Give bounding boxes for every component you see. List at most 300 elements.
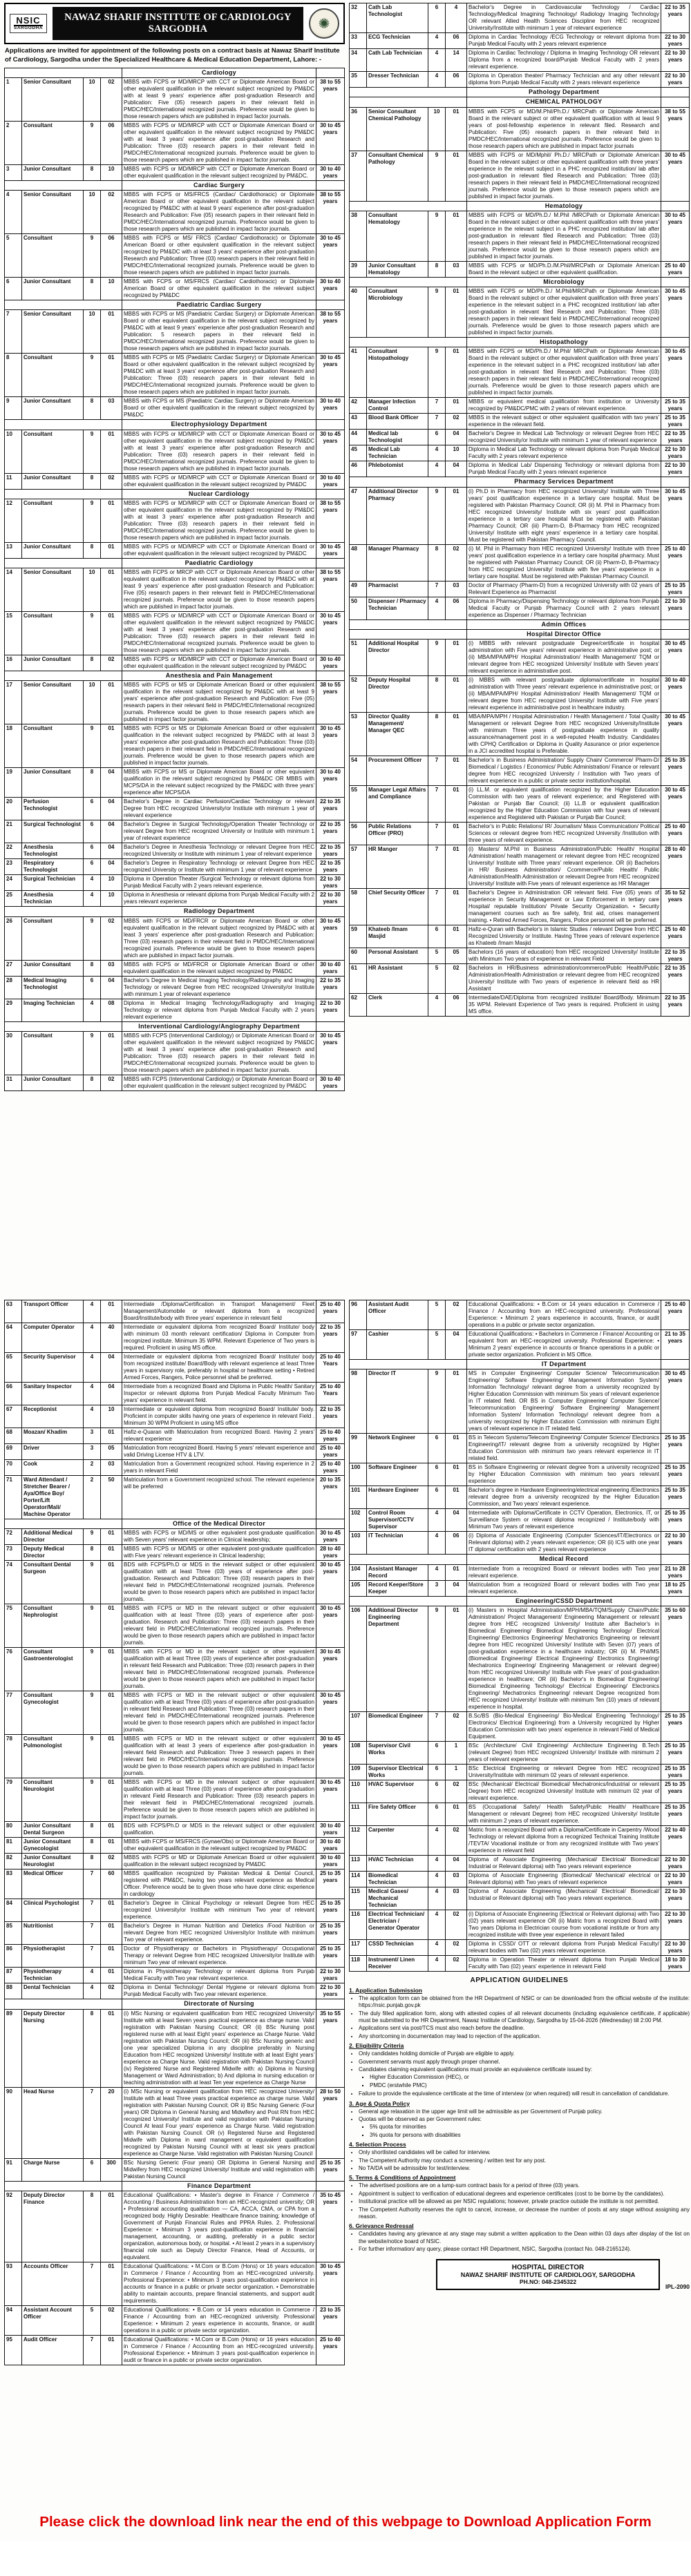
job-qualification: Bachelor's Degree in Cardiac Perfusion/Cardiac Technology or relevant Degree from HEC recognized University/or Institute with minimum 1 year of relevant experience	[122, 798, 316, 820]
job-pay-scale: 4	[428, 1887, 446, 1910]
guideline-list	[359, 2108, 690, 2140]
job-post-title: Receptionist	[22, 1405, 84, 1428]
job-row	[5, 1922, 345, 1945]
job-qualification: BSc Electrical Engineering or relevant Degree from HEC recognized University/Institute with minimum 02 years of relevant experience.	[467, 1764, 661, 1780]
job-post-count: 03	[446, 1871, 467, 1887]
job-serial-number: 11	[5, 473, 22, 489]
job-serial-number: 111	[350, 1803, 367, 1825]
job-serial-number: 93	[5, 2262, 22, 2305]
job-pay-scale: 9	[84, 612, 101, 655]
job-pay-scale: 7	[428, 581, 446, 597]
job-serial-number: 5	[5, 234, 22, 278]
job-age-limit: 22 to 35 years	[661, 430, 690, 445]
job-row	[5, 655, 345, 671]
job-serial-number: 83	[5, 1869, 22, 1899]
job-qualification: Diploma in Anesthesia or relevant diploma from Punjab Medical Faculty with 2 years relevant experience	[122, 891, 316, 907]
job-serial-number: 103	[350, 1532, 367, 1555]
job-row	[350, 1855, 690, 1871]
section-heading-row	[350, 477, 690, 487]
job-post-title: Chief Security Officer	[367, 889, 428, 925]
job-age-limit: 30 to 45 years	[316, 1691, 345, 1735]
job-pay-scale: 4	[428, 1564, 446, 1580]
job-post-title: Anesthesia Technologist	[22, 843, 84, 859]
job-age-limit: 35 to 60 years	[661, 1606, 690, 1711]
job-serial-number: 37	[350, 151, 367, 201]
job-pay-scale: 7	[428, 756, 446, 786]
section-heading: IT Department	[467, 1360, 661, 1369]
job-pay-scale: 5	[428, 1300, 446, 1330]
job-row	[350, 994, 690, 1017]
section-spacer	[5, 180, 122, 190]
job-age-limit: 25 to 40 years	[316, 1300, 345, 1323]
job-serial-number: 97	[350, 1330, 367, 1360]
job-post-count: 01	[101, 310, 122, 354]
job-age-limit: 25 to 40 Years	[316, 1383, 345, 1405]
job-age-limit: 30 to 40 years	[316, 1854, 345, 1869]
job-post-title: Junior Consultant	[22, 542, 84, 558]
job-age-limit: 28 to 40 years	[316, 1545, 345, 1561]
job-qualification: MBBS with FCPS or MD/MRCP with CCT or Diplomate American Board or other equivalent qualification in the relevant subject recognized by PM&DC	[122, 655, 316, 671]
job-pay-scale: 4	[428, 994, 446, 1017]
job-qualification: Doctor of Physiotherapy or Bachelors in Physiotherapy/ Occupational Therapy or relevant Degree from HEC recognized University/or Institute with minimum Two year of relevant experience.	[122, 1945, 316, 1968]
job-pay-scale: 10	[84, 77, 101, 121]
job-post-count: 01	[101, 1545, 122, 1561]
job-pay-scale: 6	[84, 843, 101, 859]
job-qualification: Intermediate from a recognized Board or relevant bodies with Two year relevant experience.	[467, 1564, 661, 1580]
job-serial-number: 75	[5, 1604, 22, 1648]
section-heading: Directorate of Nursing	[122, 1999, 316, 2009]
job-pay-scale: 8	[84, 960, 101, 976]
job-post-count: 40	[101, 1323, 122, 1353]
job-post-count: 01	[101, 1561, 122, 1604]
job-post-title: Security Supervisor	[22, 1353, 84, 1383]
section-heading-row	[350, 277, 690, 287]
job-serial-number: 42	[350, 398, 367, 414]
job-post-title: Blood Bank Officer	[367, 414, 428, 430]
section-spacer	[350, 277, 467, 287]
job-pay-scale: 9	[84, 1604, 101, 1648]
job-post-title: Head Nurse	[22, 2087, 84, 2158]
job-qualification: MBBS with FCPS or MS (Paediatric Cardiac Surgery) or Diplomate American Board or other equivalent qualification in the relevant subject recognized by PM&DC	[122, 397, 316, 420]
section-spacer	[350, 477, 467, 487]
guideline-item: • Appointment is subject to verification of educational degrees and experience certificates (cost to be borne by the candidates).	[359, 2191, 690, 2198]
section-heading-row	[5, 2181, 345, 2191]
job-pay-scale: 7	[428, 889, 446, 925]
job-serial-number: 102	[350, 1509, 367, 1532]
job-post-title: Record Keeper/Store Keeper	[367, 1580, 428, 1596]
job-serial-number: 99	[350, 1434, 367, 1463]
job-post-title: Medical Gases/ Mechanical Technician	[367, 1887, 428, 1910]
section-heading-row	[5, 907, 345, 916]
job-pay-scale: 7	[428, 823, 446, 845]
section-spacer	[316, 1999, 345, 2009]
job-qualification: MBBS with FCPS or MD in the relevant subject or other equivalent qualification with at least Three (03) years of experience after post-graduation in relevant Field Research and Publication: Three (03) research papers in their relevant field in PMDC/HEC/International recognized journals. Preference would be given to those research papers which are published in impact factor journals.	[122, 1778, 316, 1822]
job-row	[5, 2305, 345, 2335]
job-qualification: MBBS with FCPS or MD/MRCP with CCT or Diplomate American Board or other equivalent qualification in the relevant subject recognized by PM&DC with at least 3 years' experience after post-graduation Research and Publication: Three (03) research papers in their relevant field in PMDC/HEC/International recognized journals. Preference would be given to those research papers which are published in impact factor journals.	[122, 121, 316, 164]
job-post-count: 06	[446, 1532, 467, 1555]
job-post-count: 02	[101, 77, 122, 121]
job-row	[350, 1825, 690, 1855]
job-post-title: Surgical Technologist	[22, 820, 84, 843]
job-age-limit: 30 to 45 years	[661, 786, 690, 823]
job-serial-number: 76	[5, 1648, 22, 1691]
job-row	[5, 1869, 345, 1899]
job-row	[350, 597, 690, 619]
section-heading: Hospital Director Office	[467, 629, 661, 639]
job-qualification: MBBS with FCPS or MD/Ph.D./ M.Phil/MRCPath or Diplomate American Board in the relevant subject or other equivalent qualification with three years' experience in the relevant subject in a PHC recognized institution/ lab after post-graduation in relevant filed Research and Publication: Three (03) research papers in their relevant field in PMDC/HEC/International recognized journals. Preference would be given to those research papers which are published in impact factor journals.	[467, 287, 661, 338]
section-spacer	[316, 489, 345, 499]
job-pay-scale: 4	[84, 999, 101, 1021]
job-row	[5, 681, 345, 724]
job-post-count: 02	[101, 191, 122, 234]
job-post-count: 04	[101, 1353, 122, 1383]
section-heading-row	[350, 1555, 690, 1564]
job-age-limit: 22 to 30 years	[316, 891, 345, 907]
job-row	[5, 1778, 345, 1822]
job-row	[5, 820, 345, 843]
job-age-limit: 25 to 40 years	[661, 925, 690, 948]
guideline-item: • General age relaxation in the upper age limit will be admissible as per Government of Punjab policy.	[359, 2108, 690, 2115]
job-serial-number: 86	[5, 1945, 22, 1968]
job-age-limit: 22 to 35 years	[316, 859, 345, 875]
job-serial-number: 104	[350, 1564, 367, 1580]
section-spacer	[350, 338, 467, 347]
job-post-title: Director Quality Management/ Manager QEC	[367, 713, 428, 756]
job-post-title: Supervisor Electrical Works	[367, 1764, 428, 1780]
job-post-count: 01	[101, 2009, 122, 2087]
guideline-section-heading: 1. Application Submission	[349, 1986, 422, 1994]
job-serial-number: 28	[5, 976, 22, 999]
section-spacer	[350, 1596, 467, 1606]
job-row	[350, 640, 690, 676]
guideline-list	[359, 2050, 690, 2097]
guideline-list	[359, 2149, 690, 2172]
job-post-title: Consultant Hematology	[367, 211, 428, 261]
job-post-count: 01	[101, 724, 122, 768]
job-post-count: 02	[446, 1780, 467, 1803]
job-pay-scale: 8	[84, 655, 101, 671]
job-row	[350, 948, 690, 964]
job-post-title: Junior Consultant	[22, 1075, 84, 1090]
job-qualification: Bachelor's Degree in Medical Imaging Technology/Radiography and Imaging Technology or relevant Degree from HEC recognized University/or Institute with minimum 1 year of relevant experience	[122, 976, 316, 999]
job-age-limit: 25 to 40 years	[661, 544, 690, 581]
job-age-limit: 22 to 30 years	[661, 49, 690, 72]
job-row	[5, 473, 345, 489]
job-post-title: Procurement Officer	[367, 756, 428, 786]
job-serial-number: 98	[350, 1369, 367, 1434]
job-serial-number: 58	[350, 889, 367, 925]
signature-box	[436, 2259, 660, 2290]
job-qualification: Educational Qualifications: • B.Com or 14 years education in Commerce / Finance / Accounting from an HEC-recognized university. Professional Experience: • Minimum 2 years experience in accounts, finance, or audit operations in a public or private sector organization.	[467, 1300, 661, 1330]
job-post-title: Director IT	[367, 1369, 428, 1434]
job-post-title: Consultant Gastroenterologist	[22, 1648, 84, 1691]
job-serial-number: 26	[5, 916, 22, 960]
job-pay-scale: 4	[428, 1955, 446, 1971]
job-post-count: 04	[446, 1509, 467, 1532]
masthead	[4, 3, 345, 44]
nsic-logo-text: NSIC	[14, 16, 43, 27]
job-age-limit: 35 to 55 years	[316, 2009, 345, 2087]
job-age-limit: 38 to 55 years	[316, 499, 345, 542]
guideline-item: • Only candidates holding domicile of Punjab are eligible to apply.	[359, 2050, 690, 2057]
guideline-list	[359, 2182, 690, 2220]
job-qualification: Hafiz-e-Quran with Bachelor's in Islamic Studies / relevant Degree from HEC Recognized University or Institute. Having Three years of relevant experience as Khateeb /Imam Masjid	[467, 925, 661, 948]
job-pay-scale: 9	[84, 430, 101, 473]
section-heading: Histopathology	[467, 338, 661, 347]
job-post-title: Senior Consultant Chemical Pathology	[367, 107, 428, 151]
job-serial-number: 65	[5, 1353, 22, 1383]
job-post-count: 06	[446, 994, 467, 1017]
guideline-item: • Failure to provide the equivalence certificate at the time of interview (or when required) will result in cancellation of candidature.	[359, 2090, 690, 2097]
job-post-title: Physiotherapist	[22, 1945, 84, 1968]
job-post-title: Junior Consultant	[22, 397, 84, 420]
job-post-count: 01	[101, 1428, 122, 1444]
job-pay-scale: 4	[84, 1353, 101, 1383]
job-post-title: Sanitary Inspector	[22, 1383, 84, 1405]
job-age-limit: 25 to 35 years	[661, 1434, 690, 1463]
job-serial-number: 20	[5, 798, 22, 820]
job-serial-number: 72	[5, 1529, 22, 1545]
jobs-table-upper-right	[349, 3, 690, 1017]
job-post-count: 50	[101, 1476, 122, 1519]
job-serial-number: 43	[350, 414, 367, 430]
job-post-title: Dental Technician	[22, 1983, 84, 1999]
job-pay-scale: 4	[428, 445, 446, 461]
job-post-count: 01	[446, 1606, 467, 1711]
lower-right-column	[349, 1300, 690, 2290]
job-serial-number: 44	[350, 430, 367, 445]
job-post-count: 01	[446, 1803, 467, 1825]
job-pay-scale: 9	[428, 211, 446, 261]
job-pay-scale: 7	[84, 2262, 101, 2305]
job-pay-scale: 4	[428, 33, 446, 49]
job-serial-number: 49	[350, 581, 367, 597]
upper-left-column	[4, 3, 345, 1091]
job-post-count: 03	[446, 1887, 467, 1910]
job-post-title: Senior Consultant	[22, 310, 84, 354]
job-serial-number: 55	[350, 786, 367, 823]
job-age-limit: 30 to 45 years	[661, 487, 690, 544]
job-post-title: Consultant	[22, 234, 84, 278]
job-pay-scale: 4	[428, 1939, 446, 1955]
section-spacer	[661, 477, 690, 487]
job-post-count: 4	[446, 3, 467, 33]
job-post-count: 04	[446, 1855, 467, 1871]
job-pay-scale: 4	[428, 1855, 446, 1871]
download-form-link-text[interactable]: Please click the download link near the end of this webpage to Download Application Form	[39, 2514, 652, 2530]
job-post-title: Medical Imaging Technologist	[22, 976, 84, 999]
job-post-count: 1	[446, 1764, 467, 1780]
job-post-title: Pharmacist	[367, 581, 428, 597]
job-post-title: Senior Consultant	[22, 191, 84, 234]
job-qualification: MBBS with FCPS or MS (Paediatric Cardiac Surgery) or Diplomate American Board or other equivalent qualification in the relevant subject recognized by PM&DC with at least 3 years' experience after post-graduation Research and Publication: Three (03) research papers in their relevant field in PMDC/HEC/International recognized journals. Preference would be given to those research papers which are published in impact factor journals.	[122, 354, 316, 397]
job-row	[5, 1383, 345, 1405]
section-spacer	[5, 489, 122, 499]
job-age-limit: 22 to 35 years	[316, 798, 345, 820]
job-age-limit: 22 to 30 years	[661, 72, 690, 88]
job-age-limit: 25 to 35 years	[316, 1899, 345, 1922]
job-post-title: Consultant Neurologist	[22, 1778, 84, 1822]
job-post-title: Junior Consultant Neurologist	[22, 1854, 84, 1869]
job-serial-number: 8	[5, 354, 22, 397]
section-heading-row	[5, 1021, 345, 1031]
job-post-title: Cook	[22, 1460, 84, 1476]
job-row	[5, 1822, 345, 1838]
job-serial-number: 17	[5, 681, 22, 724]
job-qualification: MBBS with FCPS or MD/Ph.D./ M.Phil/ MRCPath or Diplomate American Board in the relevant subject or other equivalent qualification with three years' experience in the relevant subject in a PHC recognized institution/ lab after post-graduation in relevant filed Research and Publication: Three (03) research papers in their relevant field in PMDC/HEC/International recognized journals. Preference would be given to those research papers which are published in impact factor journals.	[467, 347, 661, 398]
job-serial-number: 110	[350, 1780, 367, 1803]
signoff-row	[349, 2259, 690, 2290]
job-age-limit: 18 to 30 years	[661, 1955, 690, 1971]
job-row	[5, 1460, 345, 1476]
job-post-title: Consultant	[22, 430, 84, 473]
job-post-title: Senior Consultant	[22, 77, 84, 121]
job-qualification: (i) M. Phil in Pharmacy from HEC recognized University/ Institute with three years' post qualification experience in a tertiary care hospital pharmacy. Must be registered with Pakistan Pharmacy Council; OR (ii) Pharm-D, B-Pharmacy from HEC recognized University/ Institute with five years' experience in a tertiary care hospital. Must be registered with Pakistan Pharmacy Council.	[467, 544, 661, 581]
section-heading-row	[5, 420, 345, 430]
job-pay-scale: 4	[84, 1383, 101, 1405]
job-row	[350, 487, 690, 544]
job-qualification: BSc (Mechanical/ Electrical/ Biomedical/ Mechatronics/Industrial or relevant Degree) from HEC recognized University/ Institute with minimum 02 year of relevant experience.	[467, 1780, 661, 1803]
section-spacer	[350, 201, 467, 211]
guideline-item: • The duly filled application form, along with attested copies of all relevant documents (including equivalence certificate, if applicable) must be submitted to the HR Department, Nawaz Institute of Cardiology, Sargodha by 15-04-2026 (Wednesday) till 2:00 PM.	[359, 2010, 690, 2025]
guideline-subitem: ▪ 3% quota for persons with disabilities	[370, 2132, 690, 2139]
job-row	[350, 1887, 690, 1910]
job-post-count: 01	[101, 542, 122, 558]
job-age-limit: 30 to 45 years	[316, 1561, 345, 1604]
job-row	[350, 430, 690, 445]
job-post-title: Charge Nurse	[22, 2158, 84, 2181]
job-qualification: (i) MBBS with relevant postgraduate Degree/certificate in hospital administration with Five years' relevant experience in administrative post; or (ii) MBA/MPA/MPH/ Hospital Administration/ Health Management/ TQM or relevant degree from HEC recognized University/ Institute with Seven years' relevant experience in administrative post.	[467, 640, 661, 676]
job-qualification: Intermediate or equivalent diploma from recognized Board/ Institute/ body from recognized institute/ Board/Body with relevant experience at least Three years in supervisory role, preferably in hospital or healthcare setting • Retired Armed Forces, Rangers, Police personnel shall be preferred.	[122, 1353, 316, 1383]
job-serial-number: 36	[350, 107, 367, 151]
job-post-title: HVAC Technician	[367, 1855, 428, 1871]
section-heading: Electrophysiology Department	[122, 420, 316, 430]
job-age-limit: 25 to 35 years	[661, 756, 690, 786]
job-post-count: 02	[446, 1955, 467, 1971]
section-heading: Engineering/CSSD Department	[467, 1596, 661, 1606]
job-post-title: Deputy Medical Director	[22, 1545, 84, 1561]
job-serial-number: 10	[5, 430, 22, 473]
job-age-limit: 22 to 30 years	[661, 1910, 690, 1939]
job-row	[5, 568, 345, 612]
job-post-title: Medical Lab Technician	[367, 445, 428, 461]
job-qualification: MBBS with FCPS or MD/FRCR or Diplomate American Board or other equivalent qualification in the relevant subject recognized by PM&DC	[122, 960, 316, 976]
job-serial-number: 68	[5, 1428, 22, 1444]
job-serial-number: 95	[5, 2335, 22, 2365]
job-serial-number: 105	[350, 1580, 367, 1596]
job-serial-number: 46	[350, 461, 367, 477]
job-post-count: 300	[101, 2158, 122, 2181]
job-post-count: 01	[446, 756, 467, 786]
job-post-count: 01	[446, 211, 467, 261]
job-age-limit: 30 to 45 years	[661, 640, 690, 676]
job-qualification: Bachelor's Degree in Medical Lab Technology or relevant Degree from HEC recognized University/or Institute with minimum 1 year of relevant experience	[467, 430, 661, 445]
job-serial-number: 67	[5, 1405, 22, 1428]
job-post-count: 01	[101, 568, 122, 612]
job-row	[350, 1871, 690, 1887]
job-serial-number: 57	[350, 845, 367, 889]
job-row	[350, 72, 690, 88]
section-heading-row	[5, 180, 345, 190]
job-row	[5, 916, 345, 960]
job-pay-scale: 4	[428, 597, 446, 619]
job-qualification: Diploma in CSSD/ OTT or relevant diploma from Punjab Medical Faculty/ relevant bodies with Two (02) years relevant experience.	[467, 1939, 661, 1955]
job-row	[5, 2087, 345, 2158]
job-serial-number: 40	[350, 287, 367, 338]
job-qualification: MBBS with FCPS or MS or Diplomate American Board or other equivalent qualification in the relevant subject recognized by PM&DC with at least 3 years' experience after post-graduation Research and Publication: Three (03) research papers in their relevant field in PMDC/HEC/International recognized journals. Preference would be given to those research papers which are published in impact factor journals.	[122, 724, 316, 768]
job-pay-scale: 3	[428, 1580, 446, 1596]
job-pay-scale: 2	[84, 1476, 101, 1519]
job-serial-number: 51	[350, 640, 367, 676]
guideline-item: • For further information/ any query, please contact HR Department, NSIC, Sargodha (contact No. 048-2165124).	[359, 2246, 690, 2253]
job-age-limit: 35 to 52 years	[661, 889, 690, 925]
job-post-title: Clerk	[367, 994, 428, 1017]
job-qualification: MBBS with FCPS or MS/FRCS (Gynae/Obs) or Diplomate American Board or other equivalent qualification in the relevant subject recognized by PM&DC	[122, 1838, 316, 1854]
job-row	[5, 1899, 345, 1922]
job-serial-number: 30	[5, 1031, 22, 1075]
job-qualification: Bachelors in HR/Business administration/commerce/Public Health/Public Administration/Health Administration or relevant degree from HEC recognized University/ Institute with Two years of experience in relevant field as HR Assistant	[467, 964, 661, 994]
job-qualification: MBBS in the relevant subject or other equivalent qualification with two years' experience in the relevant field.	[467, 414, 661, 430]
job-age-limit: 22 to 30 years	[661, 1532, 690, 1555]
job-post-title: Computer Operator	[22, 1323, 84, 1353]
upper-right-column	[349, 3, 690, 1017]
job-qualification: MBBS with FCPS or MD/MRCP with CCT or Diplomate American Board or other equivalent qualification in the relevant subject recognized by PM&DC with at least 3 years' experience after post-graduation Research and Publication: Three (03) research papers in their relevant field in PMDC/HEC/International recognized journals. Preference would be given to those research papers which are published in impact factor journals.	[122, 612, 316, 655]
job-post-title: Deputy Director Nursing	[22, 2009, 84, 2087]
job-qualification: MBBS with FCPS or MS or Diplomate American Board or other equivalent qualification in the relevant subject recognized by PM&DC with at least 9 years' experience after post-graduation Research and Publication: Five (05) research papers in their relevant field in PMDC/HEC/International recognized journals. Preference would be given to those research papers which are published in impact factor journals.	[122, 681, 316, 724]
job-post-count: 01	[446, 713, 467, 756]
job-qualification: Educational Qualifications: • M.Com or B.Com (Hons) or 16 years education in Commerce / Finance / Accounting from an HEC-recognized university. Professional Experience: • Minimum 3 years post-qualification experience in accounts or finance in a public or private sector organization. • Demonstrable ability to maintain accounts, prepare financial statements, and support audit requirements.	[122, 2262, 316, 2305]
job-post-count: 01	[101, 612, 122, 655]
job-post-count: 01	[101, 2335, 122, 2365]
job-post-title: Physiotherapy Technician	[22, 1968, 84, 1983]
job-pay-scale: 5	[84, 2305, 101, 2335]
job-post-count: 10	[446, 445, 467, 461]
job-row	[350, 1564, 690, 1580]
job-post-title: Assistant Manager Record	[367, 1564, 428, 1580]
job-qualification: Bachelor's Degree in Cardiovascular Technology / Cardiac Technology/Medical Imagining Technology/ Radiology Imaging Technology OR relevant Allied Health Sciences Discipline from HEC recognized University/Institute with minimum 1 year of relevant experience	[467, 3, 661, 33]
job-post-title: Consultant Pulmonologist	[22, 1735, 84, 1778]
job-row	[5, 1353, 345, 1383]
job-age-limit: 22 to 30 years	[661, 597, 690, 619]
section-spacer	[661, 619, 690, 629]
job-serial-number: 16	[5, 655, 22, 671]
job-post-title: Surgical Technician	[22, 875, 84, 891]
job-age-limit: 30 to 45 years	[316, 1031, 345, 1075]
job-post-count: 01	[101, 681, 122, 724]
job-serial-number: 89	[5, 2009, 22, 2087]
job-serial-number: 13	[5, 542, 22, 558]
job-age-limit: 22 to 30 years	[316, 999, 345, 1021]
job-pay-scale: 9	[84, 1691, 101, 1735]
guideline-sublist	[370, 2074, 690, 2089]
job-post-count: 08	[101, 999, 122, 1021]
job-serial-number: 82	[5, 1854, 22, 1869]
job-row	[350, 544, 690, 581]
job-post-title: Public Relations Officer (PRO)	[367, 823, 428, 845]
job-serial-number: 106	[350, 1606, 367, 1711]
job-age-limit: 38 to 55 years	[316, 310, 345, 354]
job-row	[5, 768, 345, 798]
job-pay-scale: 6	[428, 925, 446, 948]
section-spacer	[316, 68, 345, 77]
job-post-title: Consultant Nephrologist	[22, 1604, 84, 1648]
job-post-count: 06	[446, 597, 467, 619]
job-post-count: 02	[446, 964, 467, 994]
job-row	[350, 287, 690, 338]
job-serial-number: 71	[5, 1476, 22, 1519]
job-row	[5, 1648, 345, 1691]
job-row	[350, 1606, 690, 1711]
